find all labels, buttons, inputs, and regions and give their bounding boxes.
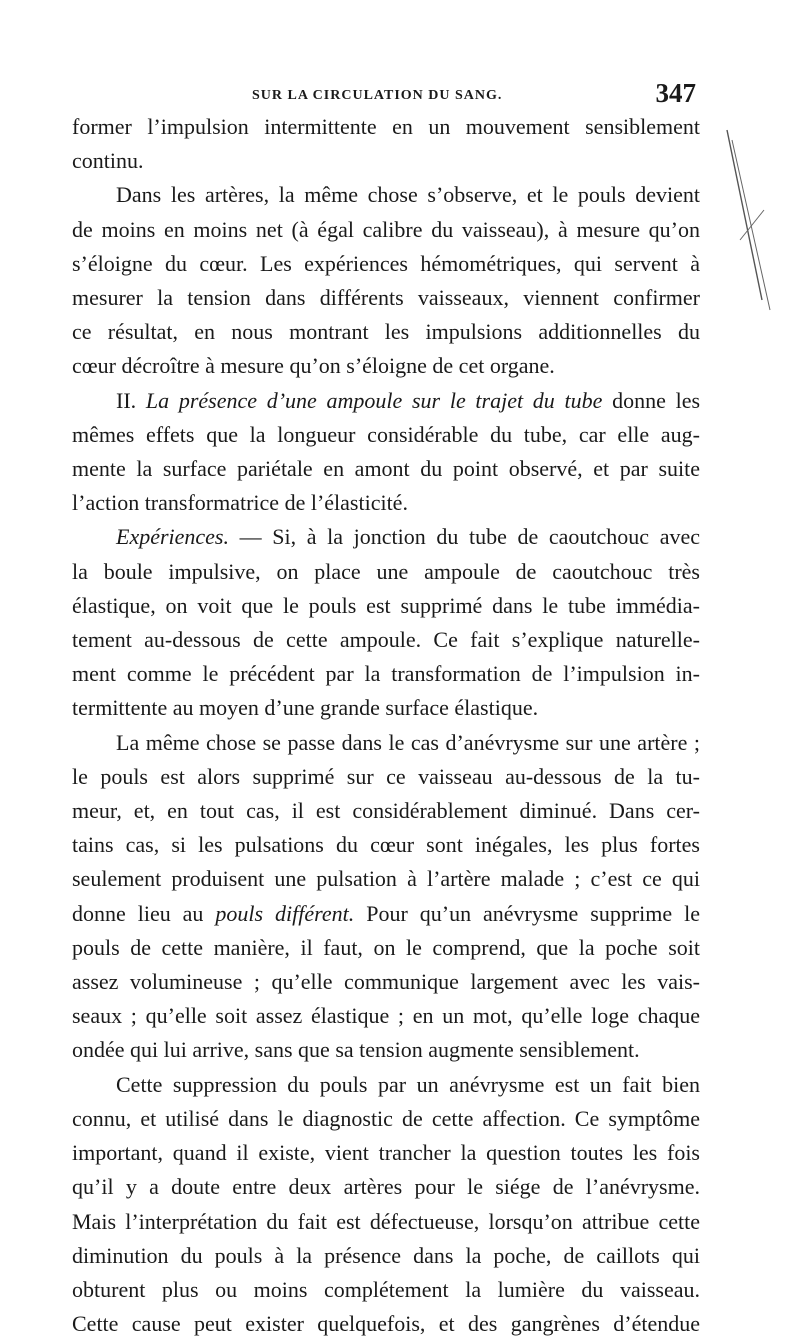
text-line [72, 862, 700, 896]
text-line [72, 1273, 700, 1307]
text-run: la boule impulsive, on place une ampoule de caoutchouc très [72, 558, 700, 584]
text-line [72, 315, 700, 349]
text-line [72, 760, 700, 794]
body-text [72, 110, 700, 1341]
italic-text: Expériences. [116, 524, 229, 550]
text-line [72, 384, 700, 418]
text-run: Mais l’interprétation du fait est défectueuse, lorsqu’on attribue cette [72, 1208, 700, 1234]
text-run: seulement produisent une pulsation à l’artère malade ; c’est ce qui [72, 866, 700, 892]
text-run: Pour qu’un anévrysme supprime le [354, 900, 700, 926]
text-line [72, 144, 700, 178]
text-line [72, 110, 700, 144]
text-line [72, 555, 700, 589]
italic-text: La présence d’une ampoule sur le trajet du tube [145, 387, 603, 413]
text-line [72, 965, 700, 999]
text-run: La même chose se passe dans le cas d’anévrysme sur une artère ; [116, 729, 700, 755]
text-run: Cette suppression du pouls par un anévrysme est un fait bien [116, 1071, 700, 1097]
text-run: II. [116, 387, 146, 413]
text-run: continu. [72, 148, 144, 174]
text-line [72, 1068, 700, 1102]
text-run: le pouls est alors supprimé sur ce vaisseau au-dessous de la tu- [72, 763, 700, 789]
text-run: tains cas, si les pulsations du cœur sont inégales, les plus fortes [72, 832, 700, 858]
text-line [72, 1307, 700, 1341]
text-run: assez volumineuse ; qu’elle communique largement avec les vais- [72, 969, 700, 995]
text-run: élastique, on voit que le pouls est supprimé dans le tube immédia- [72, 592, 700, 618]
text-run: important, quand il existe, vient trancher la question toutes les fois [72, 1140, 700, 1166]
text-run: mêmes effets que la longueur considérable du tube, car elle aug- [72, 421, 700, 447]
text-run: mente la surface pariétale en amont du point observé, et par suite [72, 456, 700, 482]
page-number: 347 [655, 78, 696, 108]
text-line [72, 1239, 700, 1273]
running-head: SUR LA CIRCULATION DU SANG. [252, 88, 503, 103]
text-line [72, 999, 700, 1033]
text-run: Dans les artères, la même chose s’observe, et le pouls devient [116, 182, 700, 208]
text-line [72, 418, 700, 452]
text-run: donne lieu au [72, 900, 216, 926]
text-line [72, 349, 700, 383]
text-run: connu, et utilisé dans le diagnostic de cette affection. Ce symptôme [72, 1105, 700, 1131]
text-line [72, 520, 700, 554]
text-line [72, 691, 700, 725]
text-line [72, 726, 700, 760]
text-run: l’action transformatrice de l’élasticité. [72, 490, 408, 516]
text-line [72, 931, 700, 965]
text-run: s’éloigne du cœur. Les expériences hémométriques, qui servent à [72, 250, 700, 276]
text-run: meur, et, en tout cas, il est considérablement diminué. Dans cer- [72, 798, 700, 824]
text-run: Cette cause peut exister quelquefois, et des gangrènes d’étendue [72, 1311, 700, 1337]
text-run: obturent plus ou moins complétement la lumière du vaisseau. [72, 1276, 700, 1302]
italic-text: pouls différent. [215, 900, 355, 926]
page-header [72, 78, 700, 114]
text-run: de moins en moins net (à égal calibre du vaisseau), à mesure qu’on [72, 216, 700, 242]
text-run: mesurer la tension dans différents vaisseaux, viennent confirmer [72, 285, 700, 311]
text-line [72, 828, 700, 862]
text-run: — Si, à la jonction du tube de caoutchouc avec [229, 524, 700, 550]
text-line [72, 897, 700, 931]
text-line [72, 1102, 700, 1136]
text-line [72, 1033, 700, 1067]
text-line [72, 794, 700, 828]
text-run: cœur décroître à mesure qu’on s’éloigne de cet organe. [72, 353, 555, 379]
text-run: donne les [602, 387, 701, 413]
pencil-margin-mark [722, 120, 782, 320]
text-line [72, 623, 700, 657]
text-line [72, 1136, 700, 1170]
text-line [72, 486, 700, 520]
text-line [72, 452, 700, 486]
text-line [72, 247, 700, 281]
text-run: ondée qui lui arrive, sans que sa tension augmente sensiblement. [72, 1037, 640, 1063]
text-line [72, 1205, 700, 1239]
text-line [72, 178, 700, 212]
text-line [72, 589, 700, 623]
text-run: ce résultat, en nous montrant les impulsions additionnelles du [72, 319, 700, 345]
text-run: pouls de cette manière, il faut, on le comprend, que la poche soit [72, 934, 700, 960]
text-run: ment comme le précédent par la transformation de l’impulsion in- [72, 661, 700, 687]
text-run: tement au-dessous de cette ampoule. Ce fait s’explique naturelle- [72, 627, 700, 653]
text-line [72, 213, 700, 247]
text-line [72, 1170, 700, 1204]
text-run: qu’il y a doute entre deux artères pour le siége de l’anévrysme. [72, 1174, 700, 1200]
text-run: former l’impulsion intermittente en un mouvement sensiblement [72, 114, 700, 139]
text-run: termittente au moyen d’une grande surface élastique. [72, 695, 539, 721]
text-line [72, 657, 700, 691]
text-run: seaux ; qu’elle soit assez élastique ; en un mot, qu’elle loge chaque [72, 1003, 700, 1029]
text-run: diminution du pouls à la présence dans la poche, de caillots qui [72, 1242, 700, 1268]
text-line [72, 281, 700, 315]
